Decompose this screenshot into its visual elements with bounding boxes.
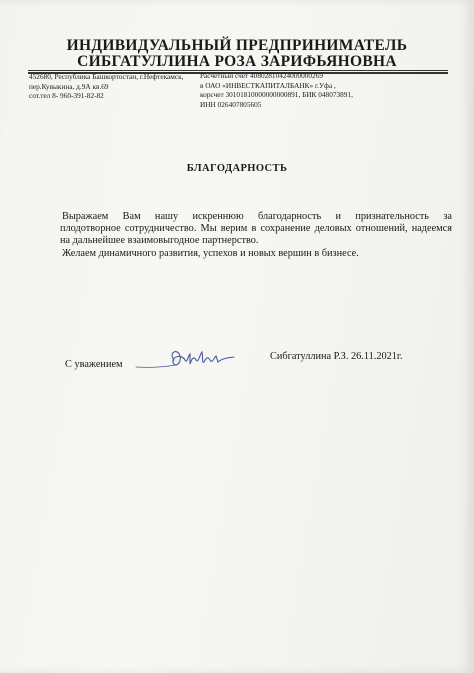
header-line-2: СИБГАТУЛЛИНА РОЗА ЗАРИФЬЯНОВНА bbox=[77, 53, 397, 70]
address-line: 452680, Республика Башкортостан, г.Нефтекамск, bbox=[29, 72, 184, 81]
address-block bbox=[29, 72, 184, 101]
document-title: БЛАГОДАРНОСТЬ bbox=[186, 163, 288, 174]
paragraph-wishes: Желаем динамичного развития, успехов и новых вершин в бизнесе. bbox=[62, 247, 359, 259]
closing-phrase: С уважением bbox=[65, 359, 123, 370]
paragraph-first-line: Выражаем Вам нашу искреннюю благодарность и признательность за bbox=[62, 211, 452, 222]
paragraph-continuation: плодотворное сотрудничество. Мы верим в сохранение деловых отношений, надеемся на дальнейшее взаимовыгодное партнерство. bbox=[60, 223, 452, 247]
paragraph-gratitude bbox=[62, 211, 452, 248]
header-line-1: ИНДИВИДУАЛЬНЫЙ ПРЕДПРИНИМАТЕЛЬ bbox=[66, 37, 408, 54]
bank-line: корсчет 30101810000000000891, БИК 048073891, bbox=[200, 90, 353, 100]
letter-body bbox=[62, 211, 452, 260]
signatory-name-date: Сибгатуллина Р.З. 26.11.2021г. bbox=[270, 351, 403, 362]
address-line: пер.Кувыкина, д.9А кв.69 bbox=[29, 81, 109, 91]
handwritten-signature bbox=[130, 338, 240, 378]
phone-line: сот.тел 8- 960-391-82-82 bbox=[29, 91, 104, 101]
bank-line: в ОАО «ИНВЕСТКАПИТАЛБАНК» г.Уфа , bbox=[200, 80, 336, 90]
bank-line: Расчетный счет 40802810424000000269 bbox=[200, 71, 324, 80]
bank-line: ИНН 026407805605 bbox=[200, 99, 262, 109]
bank-details bbox=[200, 71, 353, 109]
